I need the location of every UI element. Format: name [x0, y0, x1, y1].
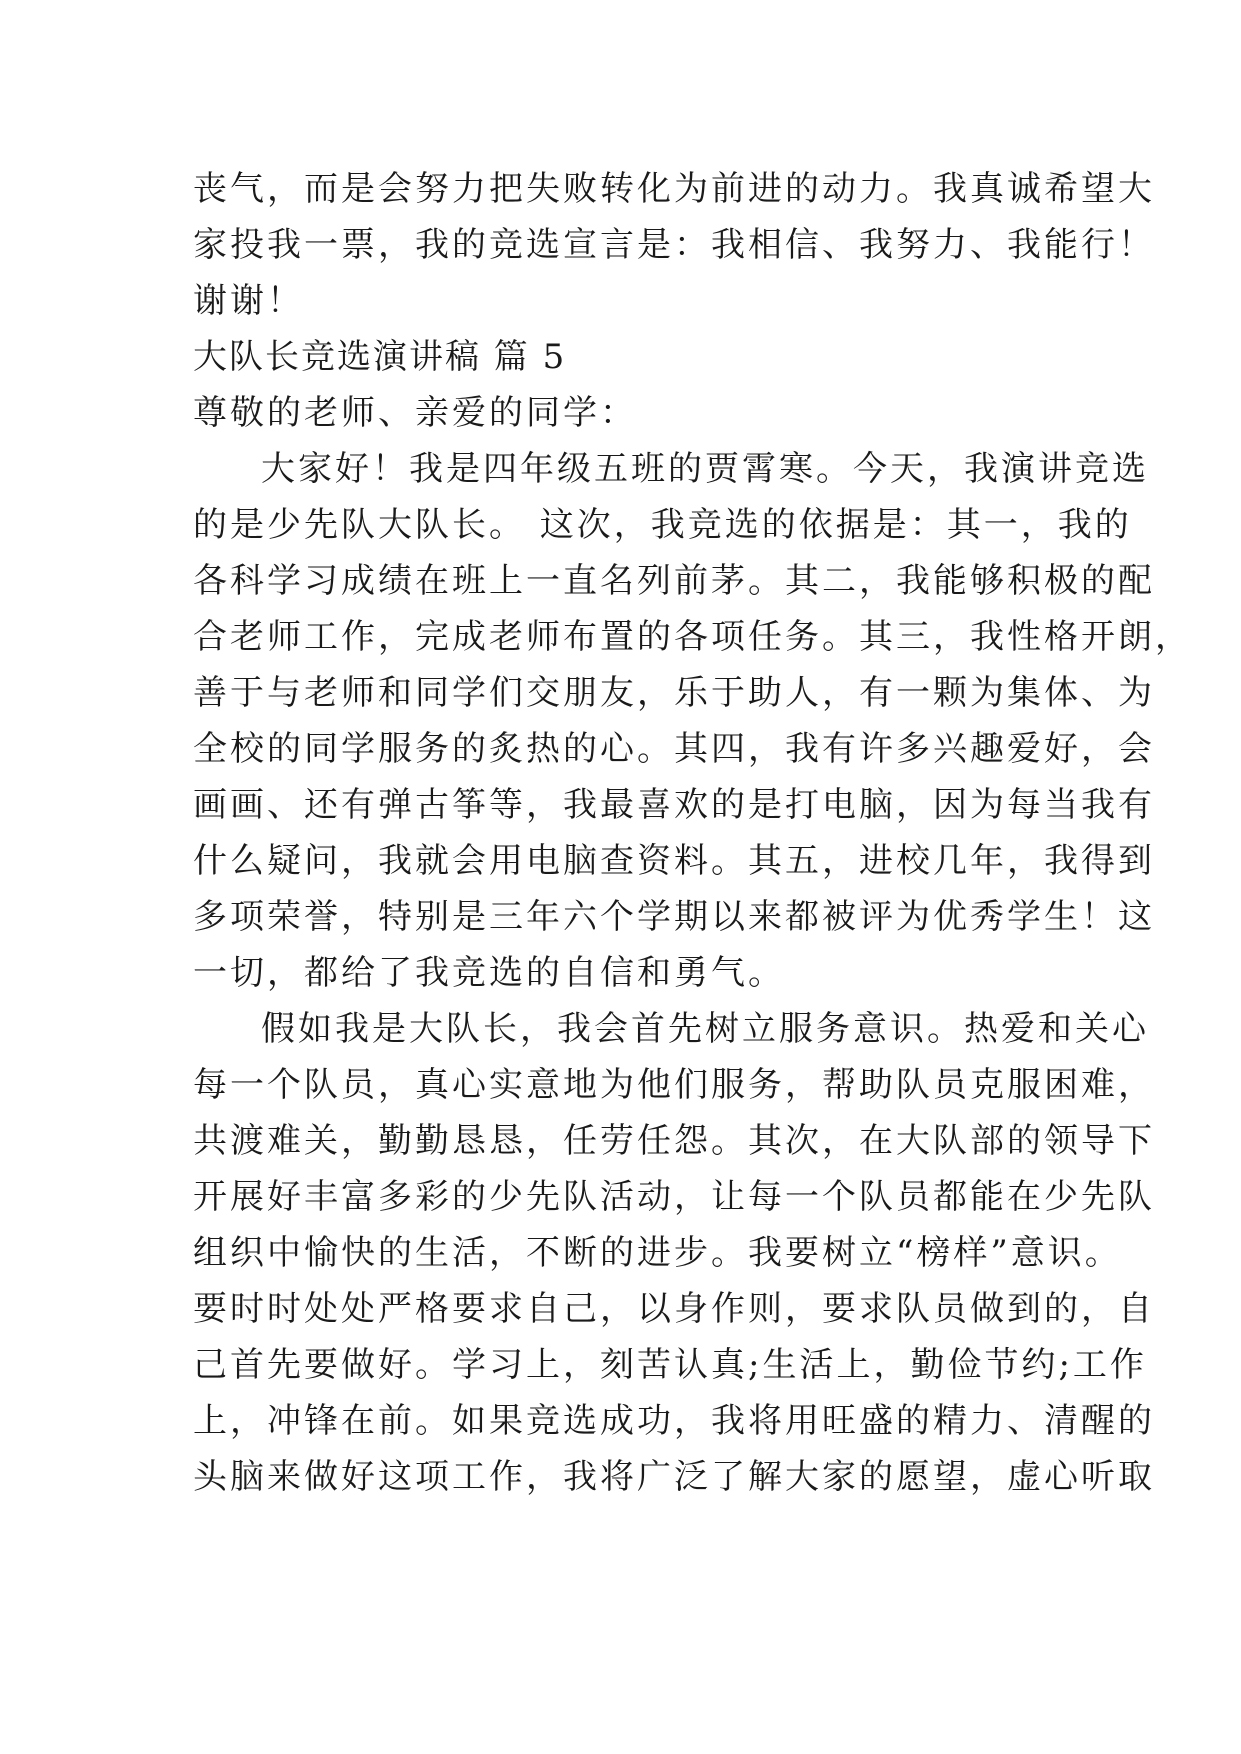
paragraph-2-line: 共渡难关，勤勤恳恳，任劳任怨。其次，在大队部的领导下 [193, 1121, 1155, 1161]
continuation-line: 家投我一票，我的竞选宣言是：我相信、我努力、我能行！ [193, 225, 1155, 265]
paragraph-2-line: 要时时处处严格要求自己，以身作则，要求队员做到的，自 [193, 1289, 1155, 1329]
continuation-line: 谢谢！ [193, 281, 304, 321]
paragraph-2-line: 假如我是大队长，我会首先树立服务意识。热爱和关心 [261, 1009, 1149, 1049]
paragraph-1-line: 合老师工作，完成老师布置的各项任务。其三，我性格开朗， [193, 617, 1192, 657]
paragraph-1-line: 各科学习成绩在班上一直名列前茅。其二，我能够积极的配 [193, 561, 1155, 601]
paragraph-1-line: 善于与老师和同学们交朋友，乐于助人，有一颗为集体、为 [193, 673, 1155, 713]
paragraph-1-line: 画画、还有弹古筝等，我最喜欢的是打电脑，因为每当我有 [193, 785, 1155, 825]
paragraph-1-line: 一切，都给了我竞选的自信和勇气。 [193, 953, 785, 993]
document-body [193, 161, 1192, 1505]
salutation: 尊敬的老师、亲爱的同学： [193, 393, 637, 433]
continuation-line: 丧气，而是会努力把失败转化为前进的动力。我真诚希望大 [193, 169, 1155, 209]
paragraph-1-line: 大家好！我是四年级五班的贾霄寒。今天，我演讲竞选 [261, 449, 1149, 489]
paragraph-2-line: 上，冲锋在前。如果竞选成功，我将用旺盛的精力、清醒的 [193, 1401, 1155, 1441]
paragraph-1-line: 多项荣誉，特别是三年六个学期以来都被评为优秀学生！这 [193, 897, 1155, 937]
paragraph-2-line: 己首先要做好。学习上，刻苦认真;生活上，勤俭节约;工作 [193, 1345, 1147, 1385]
paragraph-2-line: 组织中愉快的生活，不断的进步。我要树立“榜样”意识。 [193, 1233, 1122, 1273]
paragraph-2-line: 每一个队员，真心实意地为他们服务，帮助队员克服困难， [193, 1065, 1155, 1105]
paragraph-1-line: 的是少先队大队长。 这次，我竞选的依据是：其一，我的 [193, 505, 1132, 545]
paragraph-2-line: 头脑来做好这项工作，我将广泛了解大家的愿望，虚心听取 [193, 1457, 1155, 1497]
section-title: 大队长竞选演讲稿 篇 5 [193, 337, 567, 377]
paragraph-2-line: 开展好丰富多彩的少先队活动，让每一个队员都能在少先队 [193, 1177, 1155, 1217]
paragraph-1-line: 什么疑问，我就会用电脑查资料。其五，进校几年，我得到 [193, 841, 1155, 881]
paragraph-1-line: 全校的同学服务的炙热的心。其四，我有许多兴趣爱好，会 [193, 729, 1155, 769]
